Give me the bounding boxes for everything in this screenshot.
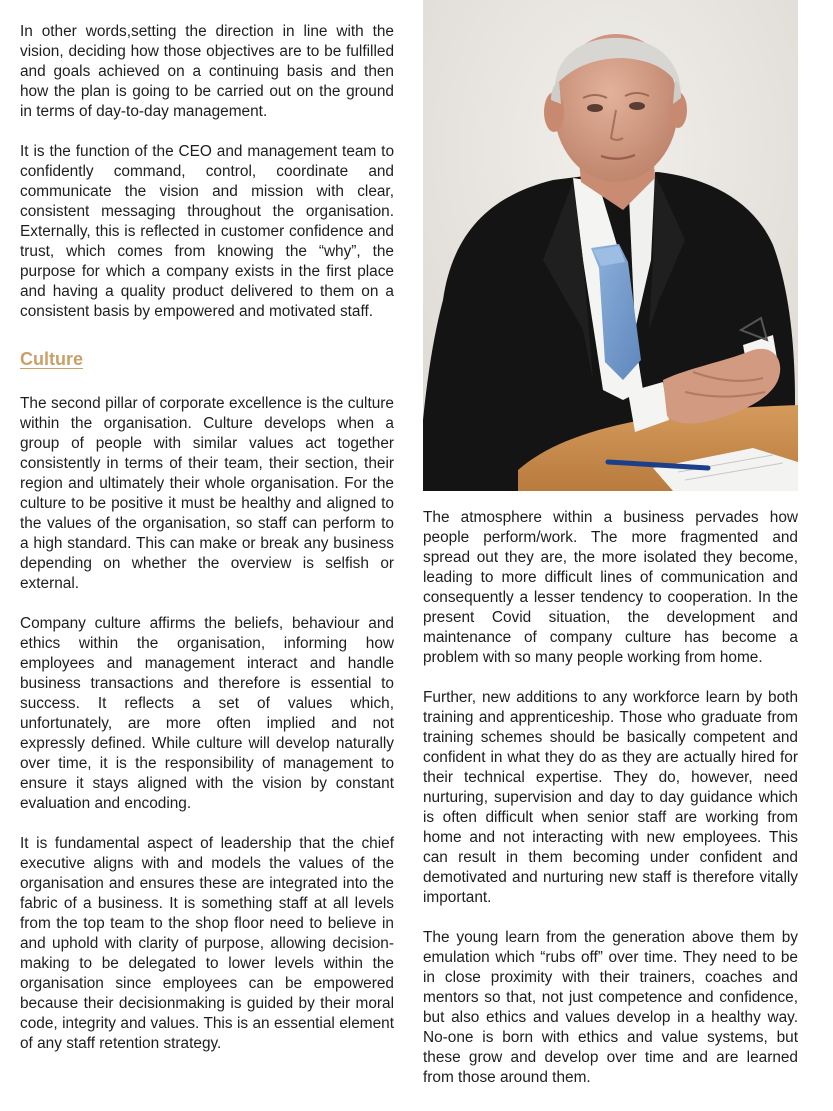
right-paragraph-3: The young learn from the generation above them by emulation which “rubs off” over time. They need to be in close proximity with their trainers, coaches and mentors so that, not just competence and confidence, but also ethics and values develop in a healthy way. No-one is born with ethics and value systems, but these grow and develop over time and are learned from those around them. bbox=[423, 929, 798, 1086]
intro-paragraph-2: It is the function of the CEO and management team to confidently command, control, coordinate and communicate the vision and mission with clear, consistent messaging throughout the organisation. Externally, this is reflected in customer confidence and trust, which comes from knowing the “why”, the purpose for which a company exists in the first place and having a quality product delivered to them on a consistent basis by empowered and motivated staff. bbox=[20, 143, 394, 320]
left-column bbox=[20, 22, 394, 1074]
right-paragraph-1: The atmosphere within a business pervades how people perform/work. The more fragmented and spread out they are, the more isolated they become, leading to more difficult lines of communication and consequently a lesser tendency to cooperation. In the present Covid situation, the development and maintenance of company culture has become a problem with so many people working from home. bbox=[423, 509, 798, 666]
culture-heading: Culture bbox=[20, 349, 83, 369]
culture-paragraph-2: Company culture affirms the beliefs, behaviour and ethics within the organisation, informing how employees and management interact and handle business transactions and therefore is essential to success. It reflects a set of values which, unfortunately, are more often implied and not expressly defined. While culture will develop naturally over time, it is the responsibility of management to ensure it stays aligned with the vision by constant evaluation and encoding. bbox=[20, 615, 394, 812]
intro-paragraph-1: In other words,setting the direction in line with the vision, deciding how those objectives are to be fulfilled and goals achieved on a continuing basis and then how the plan is going to be carried out on the ground in terms of day-to-day management. bbox=[20, 23, 394, 120]
culture-paragraph-3: It is fundamental aspect of leadership that the chief executive aligns with and models the values of the organisation and ensures these are integrated into the fabric of a business. It is something staff at all levels from the top team to the shop floor need to believe in and uphold with clarity of purpose, allowing decision-making to be delegated to lower levels within the organisation since employees can be empowered because their decisionmaking is guided by their moral code, integrity and values. This is an essential element of any staff retention strategy. bbox=[20, 835, 394, 1052]
right-column bbox=[423, 22, 798, 1108]
culture-paragraph-1: The second pillar of corporate excellence is the culture within the organisation. Culture develops when a group of people with similar values act together consistently in terms of their team, their section, their region and ultimately their whole organisation. For the culture to be positive it must be healthy and aligned to the values of the organisation, so staff can perform to a high standard. This can make or break any business depending on whether the overview is selfish or external. bbox=[20, 395, 394, 592]
right-paragraph-2: Further, new additions to any workforce learn by both training and apprenticeship. Those who graduate from training schemes should be basically competent and confident in what they do as they are actually hired for their technical expertise. They do, however, need nurturing, supervision and day to day guidance which is often difficult when senior staff are working from home and not interacting with new employees. This can result in them becoming under confident and demotivated and nurturing new staff is therefore vitally important. bbox=[423, 689, 798, 906]
